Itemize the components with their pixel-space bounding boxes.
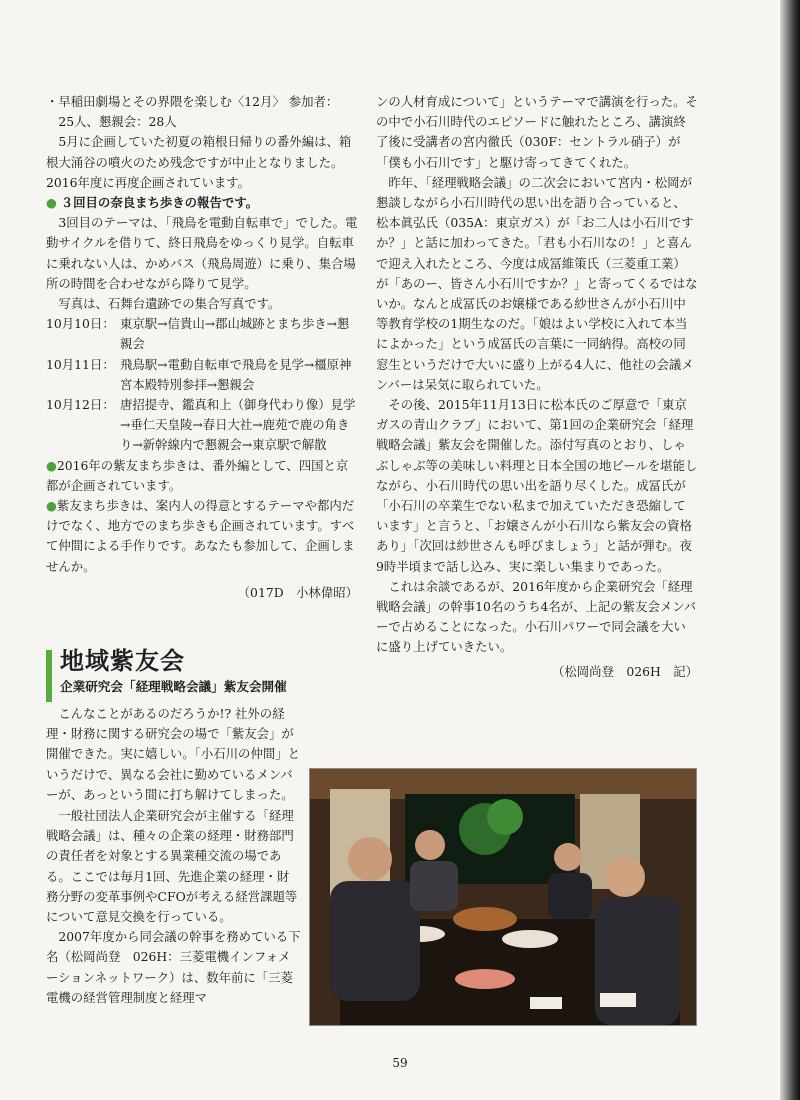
section-heading [46, 646, 358, 698]
heading-accent-bar [46, 650, 52, 702]
green-bullet-icon: ● [46, 457, 57, 473]
event-item-waseda: ・早稲田劇場とその界隈を楽しむ〈12月〉 参加者： [46, 94, 339, 109]
schedule-row [46, 355, 358, 395]
article-paragraph-3: 2007年度から同会議の幹事を務めている下名（松岡尚登 026H：三菱電機インフォメーションネットワーク）は、数年前に「三菱電機の経営管理制度と経理マ [46, 929, 301, 1005]
schedule-text: 東京駅→信貴山→郡山城跡とまち歩き→懇親会 [120, 316, 350, 352]
paragraph-nara-theme: 3回目のテーマは、「飛鳥を電動自転車で」でした。電動サイクルを借りて、終日飛鳥をゆっくり見学。自転車に乗れない人は、かめバス（飛鳥周遊）に乗り、集合場所の時間を合わせながら降りて見学。 [46, 215, 358, 291]
nara-heading [46, 193, 358, 213]
page-number: 59 [392, 1056, 408, 1070]
event-item-waseda-count: 25人、懇親会：28人 [58, 114, 177, 130]
bullet-guide-text: 紫友まち歩きは、案内人の得意とするテーマや都内だけでなく、地方でのまち歩きも企画されています。すべて仲間による手作りです。あなたも参加して、企画しませんか。 [46, 498, 355, 574]
signature-matsuoka: （松岡尚登 026H 記） [552, 663, 698, 679]
article-paragraph-1: こんなことがあるのだろうか!? 社外の経理・財務に関する研究会の場で「紫友会」が開催できた。実に嬉しい。「小石川の仲間」というだけで、異なる会社に勤めているメンバーが、あっという間に打ち解けてしまった。 [46, 706, 301, 802]
article-paragraph-5: その後、2015年11月13日に松本氏のご厚意で「東京ガスの青山クラブ」において、第1回の企業研究会「経理戦略会議」紫友会を開催した。添付写真のとおり、しゃぶしゃぶ等の美味しい料理と日本全国の地ビールを堪能しながら、小石川時代の思い出を語り尽くした。成冨氏が「小石川の卒業生でない私まで加えていただき恐縮しています」と言うと、「お嬢さんが小石川なら紫友会の資格あり」「次回は紗世さんも呼びましょう」と話が弾む。夜9時半頃まで話し込み、実に楽しい集まりであった。 [376, 397, 698, 574]
schedule-date: 10月11日： [46, 356, 115, 372]
bullet-guide [46, 496, 358, 577]
green-bullet-icon: ● [46, 195, 57, 211]
article-paragraph-3-cont: ンの人材育成について」というテーマで講演を行った。その中で小石川時代のエピソードに触れたところ、講演終了後に受講者の宮内徹氏（030F：セントラル硝子）が「僕も小石川です」と駆け寄ってきてくれた。 [376, 94, 698, 170]
schedule-date: 10月12日： [46, 397, 115, 413]
section-subtitle: 企業研究会「経理戦略会議」紫友会開催 [60, 679, 287, 694]
scan-edge [780, 0, 800, 1100]
left-column [46, 92, 358, 603]
nara-heading-text: ３回目の奈良まち歩きの報告です。 [60, 195, 259, 211]
schedule-text: 唐招提寺、鑑真和上（御身代わり像）見学→垂仁天皇陵→春日大社→鹿苑で鹿の角きり→新幹線内で懇親会→東京駅で解散 [120, 397, 356, 453]
article-left-bottom [46, 806, 301, 1008]
schedule-text: 飛鳥駅→電動自転車で飛鳥を見学→橿原神宮本殿特別参拝→懇親会 [120, 356, 352, 392]
schedule-date: 10月10日： [46, 316, 115, 332]
bullet-2016 [46, 456, 358, 496]
section-title: 地域紫友会 [60, 647, 185, 675]
signature-kobayashi: （017D 小林偉昭） [237, 584, 358, 600]
paragraph-hakone: 5月に企画していた初夏の箱根日帰りの番外編は、箱根大涌谷の噴火のため残念ですが中止となりました。2016年度に再度企画されています。 [46, 134, 352, 190]
bullet-2016-text: 2016年の紫友まち歩きは、番外編として、四国と京都が企画されています。 [46, 457, 349, 493]
dinner-photo-illustration [310, 769, 696, 1025]
schedule-row [46, 314, 358, 354]
group-dinner-photo [309, 768, 697, 1026]
paragraph-nara-photo: 写真は、石舞台遺跡での集合写真です。 [58, 296, 281, 312]
article-paragraph-2: 一般社団法人企業研究会が主催する「経理戦略会議」は、種々の企業の経理・財務部門の責任者を対象とする異業種交流の場である。ここでは毎月1回、先進企業の経理・財務分野の変革事例やCFOが考える経営課題等について意見交換を行っている。 [46, 808, 298, 925]
right-column [376, 92, 698, 682]
schedule-row [46, 395, 358, 456]
green-bullet-icon: ● [46, 498, 57, 514]
article-paragraph-6: これは余談であるが、2016年度から企業研究会「経理戦略会議」の幹事10名のうち4名が、上記の紫友会メンバーで占めることになった。小石川パワーで同会議を大いに盛り上げていきたい。 [376, 578, 697, 655]
article-paragraph-4: 昨年、「経理戦略会議」の二次会において宮内・松岡が懇談しながら小石川時代の思い出を語り合っていると、松本眞弘氏（035A：東京ガス）が「お二人は小石川ですか？」と話に加わってきた。「君も小石川なの！」と喜んで迎え入れたところ、今度は成冨維策氏（三菱重工業）が「あのー、皆さん小石川ですか？」と寄ってくるではないか。なんと成冨氏のお嬢様である紗世さんが小石川中等教育学校の1期生なのだ。「娘はよい学校に入れて本当によかった」という成冨氏の言葉に一同納得。高校の同窓生というだけで大いに盛り上がる4人に、他社の会議メンバーは呆気に取られていた。 [376, 174, 698, 392]
